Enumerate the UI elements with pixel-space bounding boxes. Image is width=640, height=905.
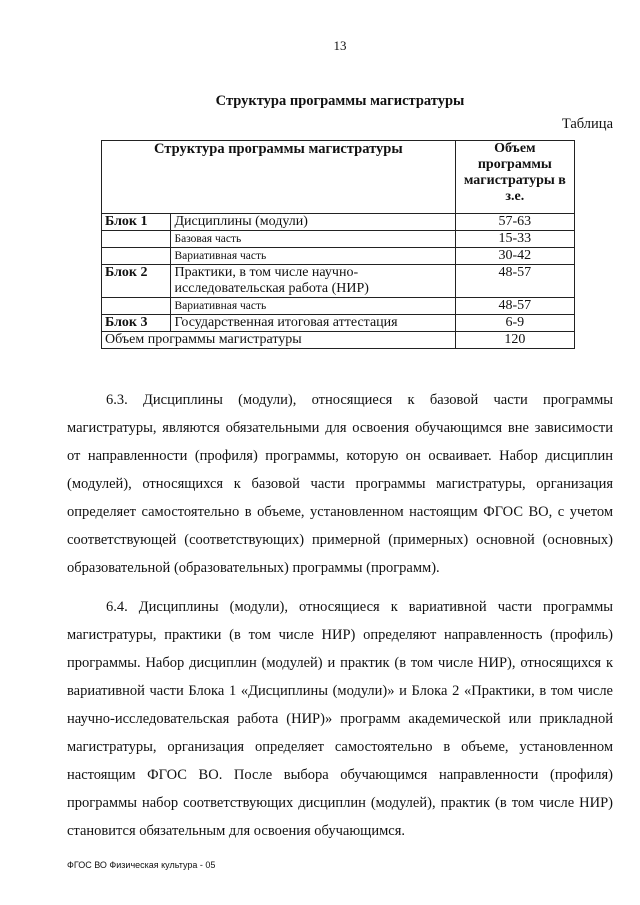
block-1-cell [102,231,171,248]
block-1-cell [102,248,171,265]
table-row [102,298,575,315]
table-header-volume: Объем программы магистратуры в з.е. [455,141,574,214]
row-value: 30-42 [455,248,574,265]
table-header-row [102,141,575,214]
page-footer: ФГОС ВО Физическая культура - 05 [67,860,216,870]
table-header-structure: Структура программы магистратуры [102,141,456,214]
table-row [102,231,575,248]
block-3-name: Блок 3 [102,315,171,332]
total-value: 120 [455,332,574,349]
paragraph-6-4: 6.4. Дисциплины (модули), относящиеся к вариативной части программы магистратуры, практики (в том числе НИР) определяют направленность (профиль) программы. Набор дисциплин (модулей) и практик (в том числе НИР), относящихся к вариативной части Блока 1 «Дисциплины (модули)» и Блока 2 «Практики, в том числе научно-исследовательская работа (НИР)» программ академической или прикладной магистратуры, организация определяет самостоятельно в объеме, установленном настоящим ФГОС ВО. После выбора обучающимся направленности (профиля) программы набор соответствующих дисциплин (модулей), практик (в том числе НИР) становится обязательным для освоения обучающимся. [67,599,613,839]
row-label: Вариативная часть [171,248,455,265]
table-row [102,315,575,332]
table-row [102,248,575,265]
block-2-name: Блок 2 [102,265,171,298]
table-total-row [102,332,575,349]
block-2-cell [102,298,171,315]
table-row [102,265,575,298]
row-value: 6-9 [455,315,574,332]
row-value: 48-57 [455,298,574,315]
table-row [102,214,575,231]
row-label: Дисциплины (модули) [171,214,455,231]
page-number: 13 [333,38,347,53]
row-value: 48-57 [455,265,574,298]
block-1-name: Блок 1 [102,214,171,231]
page-title: Структура программы магистратуры [215,93,465,109]
table-label: Таблица [561,116,613,132]
paragraph-6-3: 6.3. Дисциплины (модули), относящиеся к базовой части программы магистратуры, являются обязательными для освоения обучающимся вне зависимости от направленности (профиля) программы, которую он осваивает. Набор дисциплин (модулей), относящихся к базовой части программы магистратуры, организация определяет самостоятельно в объеме, установленном настоящим ФГОС ВО, с учетом соответствующей (соответствующих) примерной (примерных) основной (основных) образовательной (образовательных) программы (программ). [67,392,613,576]
row-label: Практики, в том числе научно-исследовательская работа (НИР) [171,265,455,298]
total-label: Объем программы магистратуры [102,332,456,349]
row-label: Вариативная часть [171,298,455,315]
row-label: Государственная итоговая аттестация [171,315,455,332]
program-structure-table [101,140,575,349]
row-value: 15-33 [455,231,574,248]
row-label: Базовая часть [171,231,455,248]
row-value: 57-63 [455,214,574,231]
